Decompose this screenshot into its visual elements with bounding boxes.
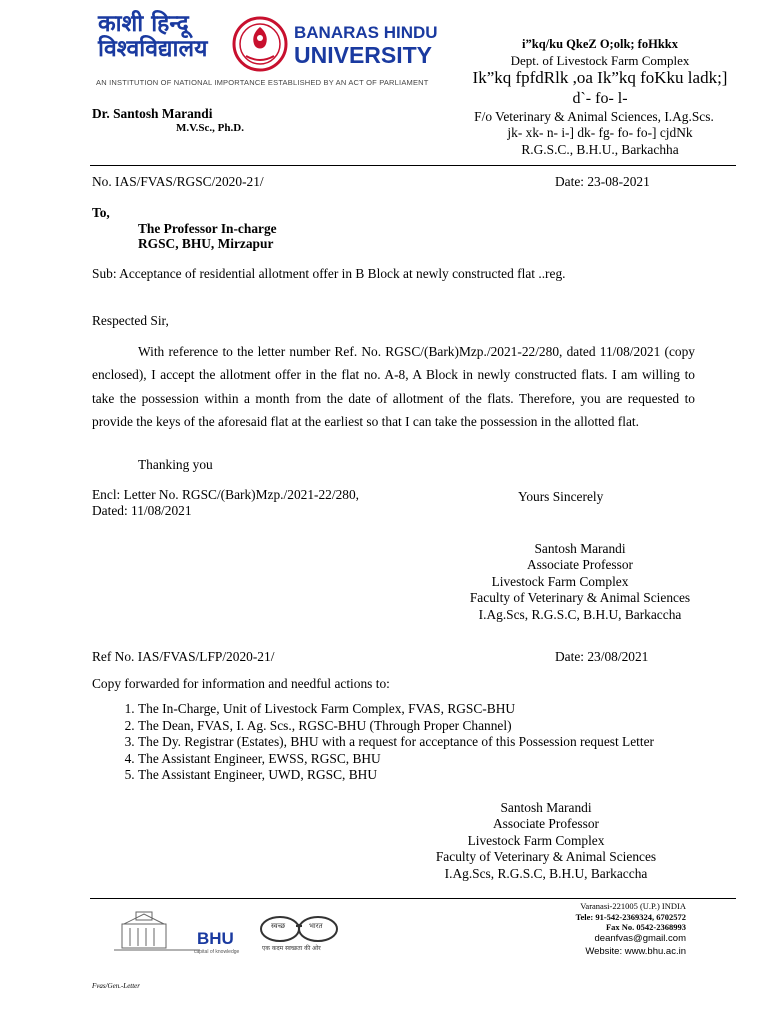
- header-divider: [90, 165, 736, 166]
- signature2-name: Santosh Marandi: [500, 800, 592, 815]
- signature2-unit: Livestock Farm Complex: [467, 833, 605, 848]
- university-tagline: AN INSTITUTION OF NATIONAL IMPORTANCE ESTABLISHED BY AN ACT OF PARLIAMENT: [96, 78, 429, 87]
- subject-line: Sub: Acceptance of residential allotment offer in B Block at newly constructed flat ..reg.: [92, 266, 566, 281]
- letter-ref-no: No. IAS/FVAS/RGSC/2020-21/: [92, 174, 264, 189]
- enclosure-line2: Dated: 11/08/2021: [92, 503, 192, 518]
- footer-tel: Tele: 91-542-2369324, 6702572: [575, 912, 686, 922]
- copy-date: Date: 23/08/2021: [555, 649, 649, 664]
- footer-divider: [90, 898, 736, 899]
- letter-body: [92, 340, 695, 433]
- copy-recipient-list: [92, 701, 654, 784]
- letter-date: Date: 23-08-2021: [555, 174, 650, 189]
- signature1-address: I.Ag.Scs, R.G.S.C, B.H.U, Barkaccha: [478, 607, 682, 622]
- signature2-faculty: Faculty of Veterinary & Animal Sciences: [435, 849, 657, 864]
- logo-english-line2: UNIVERSITY: [294, 42, 433, 68]
- footer-fax: Fax No. 0542-2368993: [605, 922, 686, 932]
- salutation: Respected Sir,: [92, 313, 169, 328]
- list-item: 2. The Dean, FVAS, I. Ag. Scs., RGSC-BHU (Through Proper Channel): [138, 718, 654, 735]
- dept-line1: i”kq/ku QkeZ O;olk; foHkkx: [522, 37, 678, 51]
- file-reference: Fvas/Gen.-Letter: [92, 982, 141, 990]
- signature1-unit: Livestock Farm Complex: [491, 574, 629, 589]
- recipient-line1: The Professor In-charge: [138, 221, 277, 236]
- university-logo-english: [294, 22, 438, 66]
- signature1-faculty: Faculty of Veterinary & Animal Sciences: [469, 590, 691, 605]
- footer-email: deanfvas@gmail.com: [594, 933, 686, 944]
- footer-bhu-logo-sub: capital of knowledge: [194, 949, 240, 955]
- signature2-title: Associate Professor: [493, 816, 599, 831]
- university-logo-hindi: [98, 12, 207, 62]
- signature1-title: Associate Professor: [527, 557, 633, 572]
- bhu-building-icon: [114, 906, 200, 954]
- list-item: 3. The Dy. Registrar (Estates), BHU with a request for acceptance of this Possession request Letter: [138, 734, 654, 751]
- footer-address: Varanasi-221005 (U.P.) INDIA: [580, 901, 686, 911]
- list-item: 1. The In-Charge, Unit of Livestock Farm Complex, FVAS, RGSC-BHU: [138, 701, 654, 718]
- list-item: 5. The Assistant Engineer, UWD, RGSC, BHU: [138, 767, 654, 784]
- swachh-text-right: भारत: [309, 922, 323, 930]
- bhu-emblem-icon: [232, 14, 288, 74]
- dept-line2: Dept. of Livestock Farm Complex: [510, 53, 690, 68]
- list-item: 4. The Assistant Engineer, EWSS, RGSC, BHU: [138, 751, 654, 768]
- copy-intro: Copy forwarded for information and needful actions to:: [92, 676, 390, 691]
- dept-line3: Ik”kq fpfdRlk ,oa Ik”kq foKku ladk;]: [472, 68, 728, 87]
- logo-hindi-line2: विश्वविद्यालय: [98, 36, 208, 62]
- dept-line5: F/o Veterinary & Animal Sciences, I.Ag.Scs.: [474, 109, 714, 124]
- recipient-line2: RGSC, BHU, Mirzapur: [138, 236, 274, 251]
- dept-line4: d`- fo- l-: [572, 90, 628, 107]
- signature2-address: I.Ag.Scs, R.G.S.C, B.H.U, Barkaccha: [444, 866, 648, 881]
- enclosure-line1: Encl: Letter No. RGSC/(Bark)Mzp./2021-22/280,: [92, 487, 360, 502]
- swachh-tagline: एक कदम स्वच्छता की ओर: [262, 945, 321, 952]
- sender-qualification: M.V.Sc., Ph.D.: [176, 122, 244, 134]
- logo-hindi-line1: काशी हिन्दू: [98, 11, 189, 37]
- swachh-text-left: स्वच्छ: [271, 922, 286, 930]
- dept-line6: jk- xk- n- i-] dk- fg- fo- fo-] cjdNk: [507, 125, 693, 140]
- thanks-line: Thanking you: [138, 457, 213, 472]
- letter-body-text: With reference to the letter number Ref. No. RGSC/(Bark)Mzp./2021-22/280, dated 11/08/2021 (copy enclosed), I accept the allotment offer in the flat no. A-8, A Block in newly constructed flats. I am willing to take the possession within a month from the date of allotment of the flats. Therefore, you are requested to provide the keys of the aforesaid flat at the earliest so that I can take the possession in the allotted flat.: [92, 344, 695, 429]
- logo-english-line1: BANARAS HINDU: [294, 23, 438, 42]
- signature1-name: Santosh Marandi: [534, 541, 626, 556]
- to-label: To,: [92, 205, 110, 220]
- copy-ref-no: Ref No. IAS/FVAS/LFP/2020-21/: [92, 649, 275, 664]
- sender-name: Dr. Santosh Marandi: [92, 106, 213, 121]
- footer-bhu-logo-text: BHU: [197, 929, 234, 948]
- closing-line: Yours Sincerely: [518, 489, 604, 504]
- footer-website: Website: www.bhu.ac.in: [585, 946, 686, 957]
- dept-line7: R.G.S.C., B.H.U., Barkachha: [521, 142, 679, 157]
